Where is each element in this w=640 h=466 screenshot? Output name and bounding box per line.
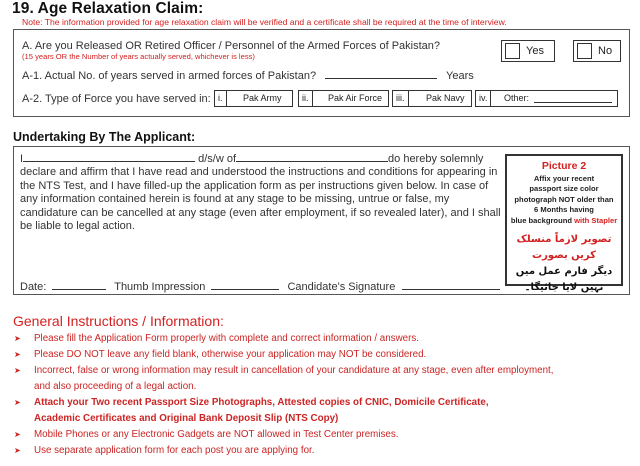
force-name: Pak Army: [243, 93, 282, 103]
candidate-signature-field[interactable]: [402, 280, 500, 290]
age-relaxation-title: 19. Age Relaxation Claim:: [12, 0, 204, 17]
no-label: No: [598, 45, 613, 57]
urdu-line-1: تصویر لازماً منسلک کریں بصورت: [516, 234, 612, 262]
date-field[interactable]: [52, 280, 106, 290]
instruction-item: [14, 347, 634, 363]
urdu-line-2: دیگر فارم عمل میں نہیں لایا جائیگا۔: [515, 266, 613, 294]
photo-instruction-line: photograph NOT older than: [514, 194, 614, 204]
age-relaxation-note: Note: The information provided for age relaxation claim will be verified and a certificate shall be required at the time of interview.: [22, 17, 507, 27]
other-force-field[interactable]: [534, 93, 612, 103]
force-num: i.: [215, 91, 227, 106]
instruction-text: Mobile Phones or any Electronic Gadgets are NOT allowed in Test Center premises.: [34, 429, 399, 440]
force-num: iv.: [476, 91, 491, 106]
force-num: iii.: [393, 91, 409, 106]
years-unit: Years: [446, 70, 474, 82]
arrow-bullet-icon: ➤: [14, 430, 21, 439]
undertaking-line: the NTS Test, and I have filled-up the application form as per instructions given below. In case of: [20, 179, 489, 192]
undertaking-paragraph: [20, 152, 501, 233]
arrow-bullet-icon: ➤: [14, 366, 21, 375]
date-label: Date:: [20, 281, 47, 293]
undertaking-i: I: [20, 153, 24, 165]
instruction-text: Please fill the Application Form properly with complete and correct information / answers.: [34, 333, 419, 344]
photo-box[interactable]: [505, 154, 623, 294]
age-relaxation-box: [13, 29, 630, 117]
instruction-continuation: Academic Certificates and Original Bank Deposit Slip (NTS Copy): [34, 413, 339, 424]
years-served-field[interactable]: [325, 69, 437, 79]
photo-instruction-line: passport size color: [529, 184, 599, 194]
undertaking-line: declare and affirm that I have read and understood the instructions and conditions for appearing in: [20, 166, 498, 179]
instruction-text: Attach your Two recent Passport Size Photographs, Attested copies of CNIC, Domicile Certificate,: [34, 397, 489, 408]
force-name: Other:: [504, 93, 530, 103]
instruction-continuation: and also proceeding of a legal action.: [34, 381, 197, 392]
undertaking-line: be liable to legal action.: [20, 220, 135, 233]
force-option-air-force[interactable]: [298, 90, 389, 107]
photo-stapler-text: with Stapler: [574, 215, 618, 225]
instructions-list: [14, 331, 634, 459]
question-a-subnote: (15 years OR the Number of years actually served, whichever is less): [22, 52, 255, 61]
undertaking-dsw: d/s/w of: [198, 153, 237, 165]
question-a: A. Are you Released OR Retired Officer / Personnel of the Armed Forces of Pakistan?: [22, 40, 440, 52]
urdu-instruction: [507, 232, 621, 296]
arrow-bullet-icon: ➤: [14, 334, 21, 343]
force-option-navy[interactable]: [392, 90, 472, 107]
yes-label: Yes: [526, 45, 544, 57]
thumb-impression-field[interactable]: [211, 280, 279, 290]
instruction-item: [14, 363, 634, 395]
question-a2: A-2. Type of Force you have served in:: [22, 93, 211, 105]
instruction-item: [14, 331, 634, 347]
undertaking-line: any information contained herein is found at any stage to be missing, untrue or false, my: [20, 193, 450, 206]
photo-instruction-line: [507, 216, 621, 226]
undertaking-line: candidature can be cancelled at any stage (even after employment, if so revealed later), and I shall: [20, 206, 501, 219]
applicant-name-field[interactable]: [23, 152, 195, 162]
force-option-army[interactable]: [214, 90, 293, 107]
photo-instructions: [507, 174, 621, 226]
instruction-item: [14, 427, 634, 443]
arrow-bullet-icon: ➤: [14, 398, 21, 407]
question-a1-label: A-1. Actual No. of years served in armed forces of Pakistan?: [22, 70, 317, 82]
photo-box-title: Picture 2: [541, 160, 587, 172]
yes-checkbox[interactable]: [505, 43, 520, 59]
instruction-text: Please DO NOT leave any field blank, otherwise your application may NOT be considered.: [34, 349, 427, 360]
general-instructions-title: General Instructions / Information:: [13, 313, 224, 329]
instruction-item: [14, 395, 634, 427]
force-option-other[interactable]: [475, 90, 618, 107]
no-option[interactable]: [573, 40, 621, 62]
arrow-bullet-icon: ➤: [14, 446, 21, 455]
undertaking-solemnly: do hereby solemnly: [388, 153, 484, 165]
force-name: Pak Air Force: [328, 93, 383, 103]
instruction-item: [14, 443, 634, 459]
force-name: Pak Navy: [426, 93, 465, 103]
signature-row: [20, 280, 500, 293]
no-checkbox[interactable]: [577, 43, 592, 59]
candidate-signature-label: Candidate's Signature: [287, 281, 396, 293]
photo-background-text: blue background: [510, 215, 572, 225]
father-name-field[interactable]: [236, 152, 388, 162]
yes-option[interactable]: [501, 40, 555, 62]
arrow-bullet-icon: ➤: [14, 350, 21, 359]
undertaking-first-line: [20, 152, 498, 166]
question-a1: [22, 69, 474, 82]
force-num: ii.: [299, 91, 313, 106]
thumb-impression-label: Thumb Impression: [114, 281, 206, 293]
instruction-text: Use separate application form for each post you are applying for.: [34, 445, 315, 456]
undertaking-box: [13, 146, 630, 295]
photo-instruction-line: 6 Months having: [534, 205, 594, 215]
instruction-text: Incorrect, false or wrong information may result in cancellation of your candidature at any stage, even after employment,: [34, 365, 554, 376]
photo-instruction-line: Affix your recent: [533, 174, 595, 183]
undertaking-title: Undertaking By The Applicant:: [13, 130, 196, 144]
